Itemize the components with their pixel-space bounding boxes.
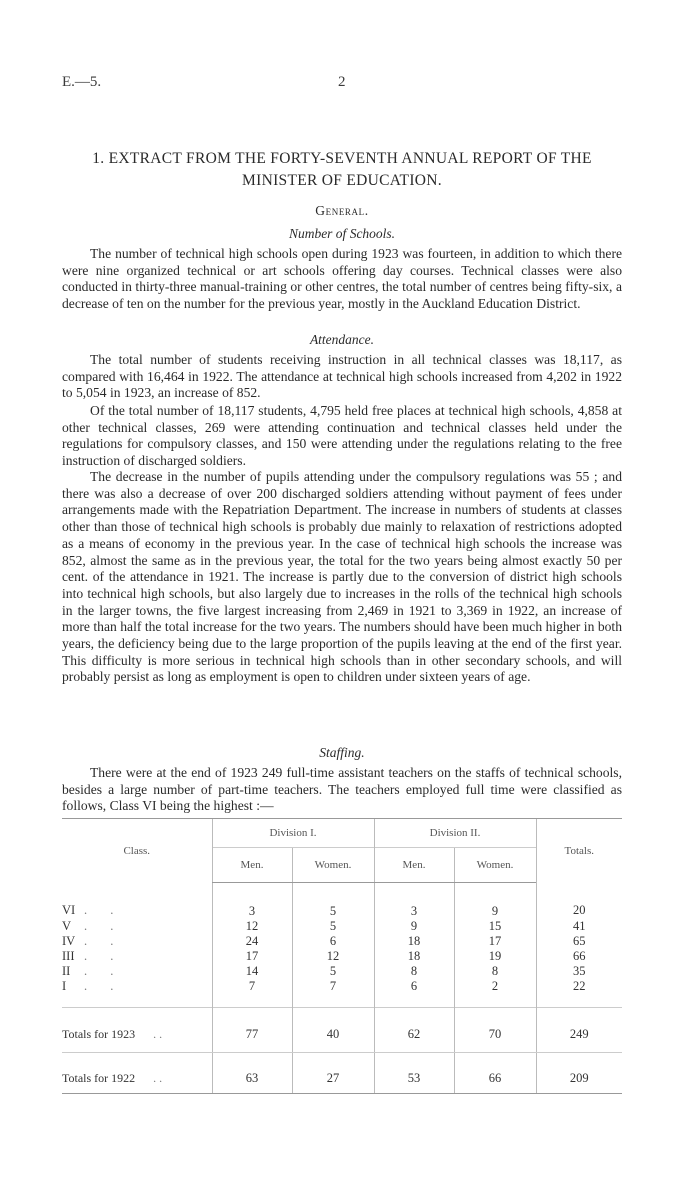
cell-div1-men: 7 [212,978,292,1008]
cell-div2-men: 8 [374,963,454,978]
cell-total: 41 [536,918,622,933]
cell-div2-women: 9 [454,883,536,919]
leader-dots: . . [84,963,124,978]
teacher-classification-table [62,818,622,1094]
table-row [62,978,622,1008]
row-class-label: V [62,918,72,933]
row-class-label: VI [62,903,76,918]
page-number: 2 [338,74,346,90]
leader-dots: . . [84,918,124,933]
cell-div1-women: 27 [292,1053,374,1094]
cell-total: 249 [536,1008,622,1053]
leader-dots: . . [153,1070,163,1085]
cell-div1-men: 24 [212,933,292,948]
cell-div2-women: 19 [454,948,536,963]
table-row [62,963,622,978]
report-title-line-2: MINISTER OF EDUCATION. [242,172,442,189]
column-header-div1-men: Men. [212,848,292,883]
cell-div2-men: 18 [374,933,454,948]
cell-total: 35 [536,963,622,978]
document-reference: E.—5. [62,74,102,90]
totals-1923-label: Totals for 1923 [62,1026,136,1041]
row-class-label: III [62,948,75,963]
row-class-label: I [62,978,67,993]
column-header-class: Class. [62,819,212,883]
cell-div1-women: 5 [292,963,374,978]
paragraph-staffing: There were at the end of 1923 249 full-time assistant teachers on the staffs of technical schools, besides a large number of part-time teachers. The teachers employed full time were classified as follows, Class VI being the highest :— [62,765,622,814]
leader-dots: . . [84,933,124,948]
cell-total: 65 [536,933,622,948]
leader-dots: . . [84,978,124,993]
column-header-div2-women: Women. [454,848,536,883]
cell-div2-women: 8 [454,963,536,978]
cell-div1-women: 5 [292,883,374,919]
leader-dots: . . [84,948,124,963]
paragraph-attendance-1: The total number of students receiving instruction in all technical classes was 18,117, as compared with 16,464 in 1922. The attendance at technical high schools increased from 4,202 in 1922 to 5,054 in 1923, an increase of 852. [62,352,622,401]
cell-total: 209 [536,1053,622,1094]
table-header-row [62,819,622,848]
section-heading-general: General. [315,203,369,218]
totals-1922-label: Totals for 1922 [62,1070,136,1085]
subheading-number-of-schools: Number of Schools. [288,226,396,241]
column-header-division-1: Division I. [212,819,374,848]
paragraph-attendance-2: Of the total number of 18,117 students, 4,795 held free places at technical high schools, 4,858 at other technical classes, 269 were attending continuation and technical classes held under the regulations for compulsory classes, and 150 were attending under the regulations relating to the free instruction of discharged soldiers. [62,403,622,469]
subheading-attendance: Attendance. [309,332,375,347]
cell-div1-men: 12 [212,918,292,933]
cell-div1-women: 6 [292,933,374,948]
cell-div1-women: 5 [292,918,374,933]
table-row [62,948,622,963]
page-header [62,74,638,96]
cell-div2-women: 66 [454,1053,536,1094]
totals-row-1923 [62,1008,622,1053]
cell-div2-women: 15 [454,918,536,933]
cell-div2-men: 9 [374,918,454,933]
cell-div1-men: 63 [212,1053,292,1094]
column-header-totals: Totals. [536,819,622,883]
leader-dots: . . [84,903,124,918]
cell-div2-women: 70 [454,1008,536,1053]
cell-div1-women: 12 [292,948,374,963]
cell-div2-men: 53 [374,1053,454,1094]
cell-div1-men: 77 [212,1008,292,1053]
cell-div2-men: 62 [374,1008,454,1053]
report-title-line-1: 1. EXTRACT FROM THE FORTY-SEVENTH ANNUAL REPORT OF THE [92,150,592,167]
cell-total: 20 [536,883,622,919]
row-class-label: II [62,963,71,978]
cell-div1-men: 3 [212,883,292,919]
column-header-div1-women: Women. [292,848,374,883]
subheading-staffing: Staffing. [319,745,365,760]
totals-row-1922 [62,1053,622,1094]
cell-div2-men: 3 [374,883,454,919]
cell-div2-women: 17 [454,933,536,948]
cell-div2-women: 2 [454,978,536,1008]
report-title [62,148,622,192]
cell-div2-men: 18 [374,948,454,963]
cell-div1-men: 14 [212,963,292,978]
column-header-division-2: Division II. [374,819,536,848]
column-header-div2-men: Men. [374,848,454,883]
paragraph-number-of-schools: The number of technical high schools open during 1923 was fourteen, in addition to which there were nine organized technical or art schools offering day courses. Technical classes were also conducted in thirty-three manual-training or other centres, the total number of centres being fifty-six, a decrease of ten on the number for the previous year, mostly in the Auckland Education District. [62,246,622,312]
cell-div1-men: 17 [212,948,292,963]
cell-div2-men: 6 [374,978,454,1008]
leader-dots: . . [153,1026,163,1041]
table-row [62,933,622,948]
cell-div1-women: 7 [292,978,374,1008]
cell-total: 66 [536,948,622,963]
paragraph-attendance-3: The decrease in the number of pupils attending under the compulsory regulations was 55 ; and there was also a decrease of over 200 discharged soldiers attending without payment of fees under arrangements made with the Repatriation Department. The increase in numbers of students at classes other than those of technical high schools is probably due mainly to relaxation of restrictions adopted as a means of economy in the previous year. In the case of technical high schools the increase was 852, almost the same as in the previous year, the total for the two years being almost exactly 50 per cent. of the attendance in 1921. The increase is partly due to the conversion of district high schools into technical high schools, but also largely due to increases in the rolls of the technical high schools in the larger towns, the five largest increasing from 2,469 in 1921 to 3,369 in 1922, an increase of more than half the total increase for the two years. The numbers should have been much higher in both years, the deficiency being due to the large proportion of the pupils leaving at the end of the first year. This difficulty is more serious in technical high schools than in other secondary schools, and will probably persist as long as employment is open to children under sixteen years of age. [62,469,622,685]
row-class-label: IV [62,933,76,948]
table-row [62,918,622,933]
cell-total: 22 [536,978,622,1008]
cell-div1-women: 40 [292,1008,374,1053]
table-row [62,883,622,919]
